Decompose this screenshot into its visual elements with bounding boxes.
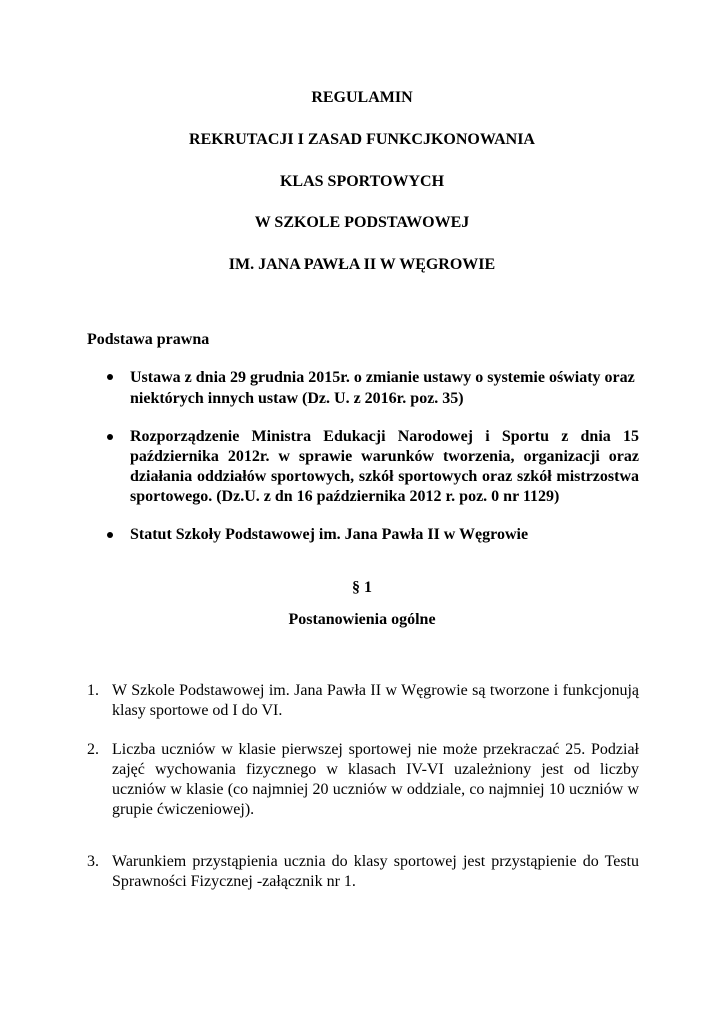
- title-regulamin: REGULAMIN: [311, 89, 413, 106]
- title-rekrutacji: REKRUTACJI I ZASAD FUNKCJKONOWANIA: [189, 131, 535, 148]
- title-im-jana-pawla: IM. JANA PAWŁA II W WĘGROWIE: [228, 256, 496, 273]
- list-item: [87, 740, 639, 820]
- list-item: [87, 681, 639, 721]
- legal-basis-item: [107, 525, 639, 545]
- list-item-text: Liczba uczniów w klasie pierwszej sportowej nie może przekraczać 25. Podział zajęć wychowania fizycznego w klasach IV-VI uzależniony jest od liczby uczniów w klasie (co najmniej 20 uczniów w oddziale, co najmniej 10 uczniów w grupie ćwiczeniowej).: [112, 741, 639, 818]
- title-szkole: W SZKOLE PODSTAWOWEJ: [254, 214, 470, 231]
- list-item: [87, 852, 639, 892]
- bullet-icon: [107, 434, 113, 440]
- list-item-number: 2.: [87, 741, 99, 758]
- section-number: § 1: [352, 579, 372, 596]
- list-item-number: 3.: [87, 853, 99, 870]
- bullet-icon: [107, 532, 113, 538]
- list-item-number: 1.: [87, 682, 99, 699]
- legal-basis-item-text: Statut Szkoły Podstawowej im. Jana Pawła II w Węgrowie: [130, 526, 529, 543]
- legal-basis-item: [107, 367, 639, 409]
- list-item-text: Warunkiem przystąpienia ucznia do klasy sportowej jest przystąpienie do Testu Sprawności Fizycznej -załącznik nr 1.: [112, 853, 639, 890]
- legal-basis-item: [107, 427, 639, 507]
- legal-basis-heading: Podstawa prawna: [87, 331, 210, 348]
- list-item-text: W Szkole Podstawowej im. Jana Pawła II w Węgrowie są tworzone i funkcjonują klasy sportowe od I do VI.: [112, 682, 639, 719]
- bullet-icon: [107, 374, 113, 380]
- legal-basis-item-text: Rozporządzenie Ministra Edukacji Narodowej i Sportu z dnia 15 października 2012r. w sprawie warunków tworzenia, organizacji oraz działania oddziałów sportowych, szkół sportowych oraz szkół mistrzostwa sportowego. (Dz.U. z dn 16 października 2012 r. poz. 0 nr 1129): [130, 428, 639, 505]
- title-klas-sportowych: KLAS SPORTOWYCH: [279, 173, 445, 190]
- legal-basis-item-text: Ustawa z dnia 29 grudnia 2015r. o zmianie ustawy o systemie oświaty oraz niektórych innych ustaw (Dz. U. z 2016r. poz. 35): [130, 369, 635, 407]
- section-title: Postanowienia ogólne: [288, 611, 436, 628]
